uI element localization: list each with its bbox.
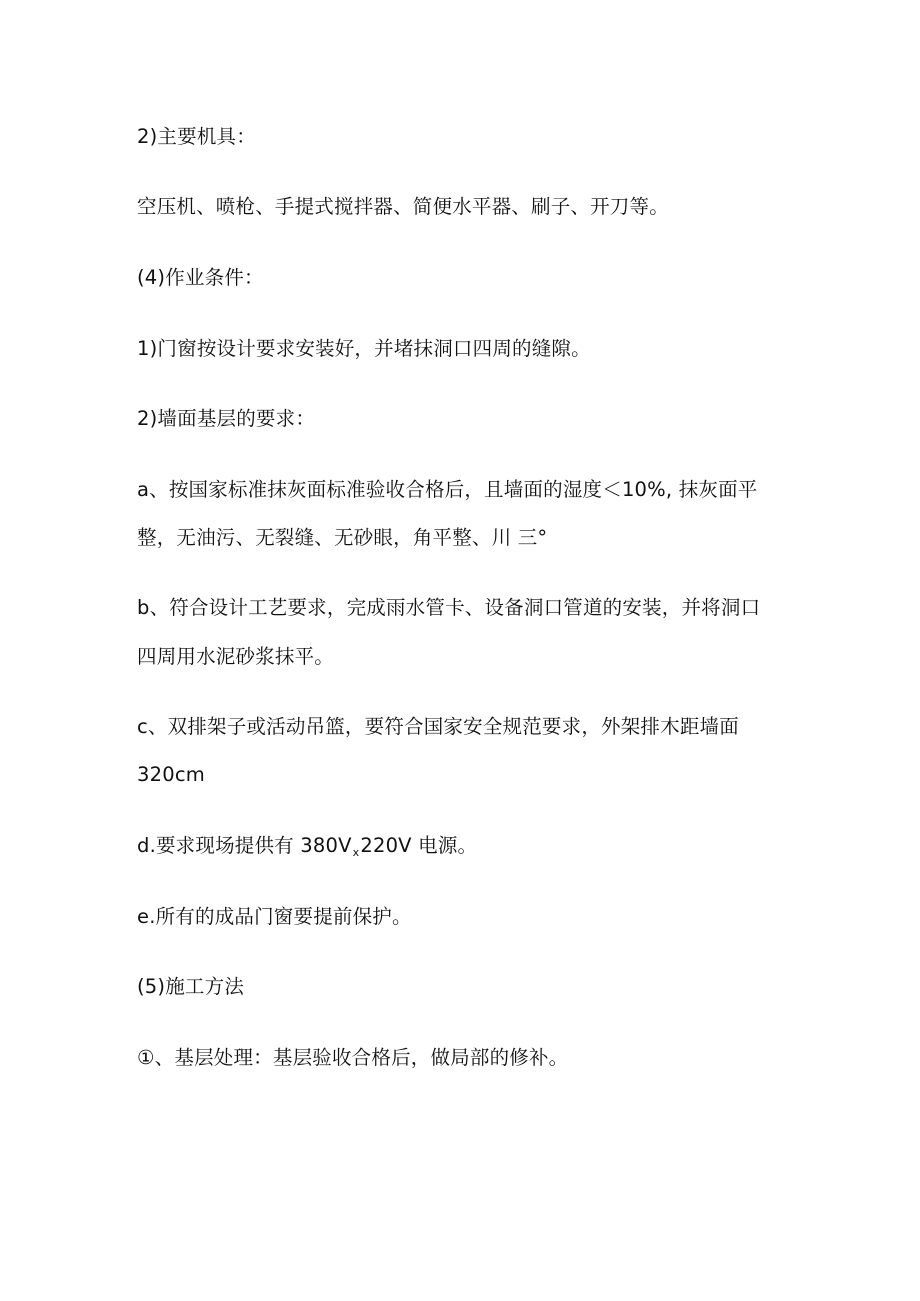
- requirement-a-line-2: 整，无油污、无裂缝、无砂眼，角平整、川 三°: [137, 526, 548, 549]
- requirement-b-line-2: 四周用水泥砂浆抹平。: [137, 645, 335, 668]
- condition-2-wall-base-heading: 2)墙面基层的要求：: [137, 407, 316, 430]
- requirement-c-line-1: c、双排架子或活动吊篮，要符合国家安全规范要求，外架排木距墙面: [137, 715, 739, 738]
- requirement-c-line-2: 320cm: [137, 763, 205, 786]
- requirement-d-text-start: d.要求现场提供有 380V: [137, 834, 352, 857]
- requirement-d-text-end: 220V 电源。: [360, 834, 478, 857]
- step-1-base-treatment: ①、基层处理：基层验收合格后，做局部的修补。: [137, 1046, 569, 1069]
- requirement-b-line-1: b、符合设计工艺要求，完成雨水管卡、设备洞口管道的安装，并将洞口: [137, 596, 761, 619]
- construction-method-heading: (5)施工方法: [137, 975, 245, 998]
- requirement-d-power-supply: [137, 834, 477, 858]
- tools-heading: 2)主要机具：: [137, 125, 256, 148]
- tools-list: 空压机、喷枪、手提式搅拌器、简便水平器、刷子、开刀等。: [137, 195, 669, 218]
- work-conditions-heading: (4)作业条件：: [137, 266, 264, 289]
- requirement-d-subscript: x: [352, 846, 360, 859]
- condition-1-doors-windows: 1)门窗按设计要求安装好，并堵抹洞口四周的缝隙。: [137, 337, 591, 360]
- requirement-a-line-1: a、按国家标准抹灰面标准验收合格后，且墙面的湿度＜10%, 抹灰面平: [137, 478, 758, 501]
- requirement-e-protection: e.所有的成品门窗要提前保护。: [137, 905, 412, 928]
